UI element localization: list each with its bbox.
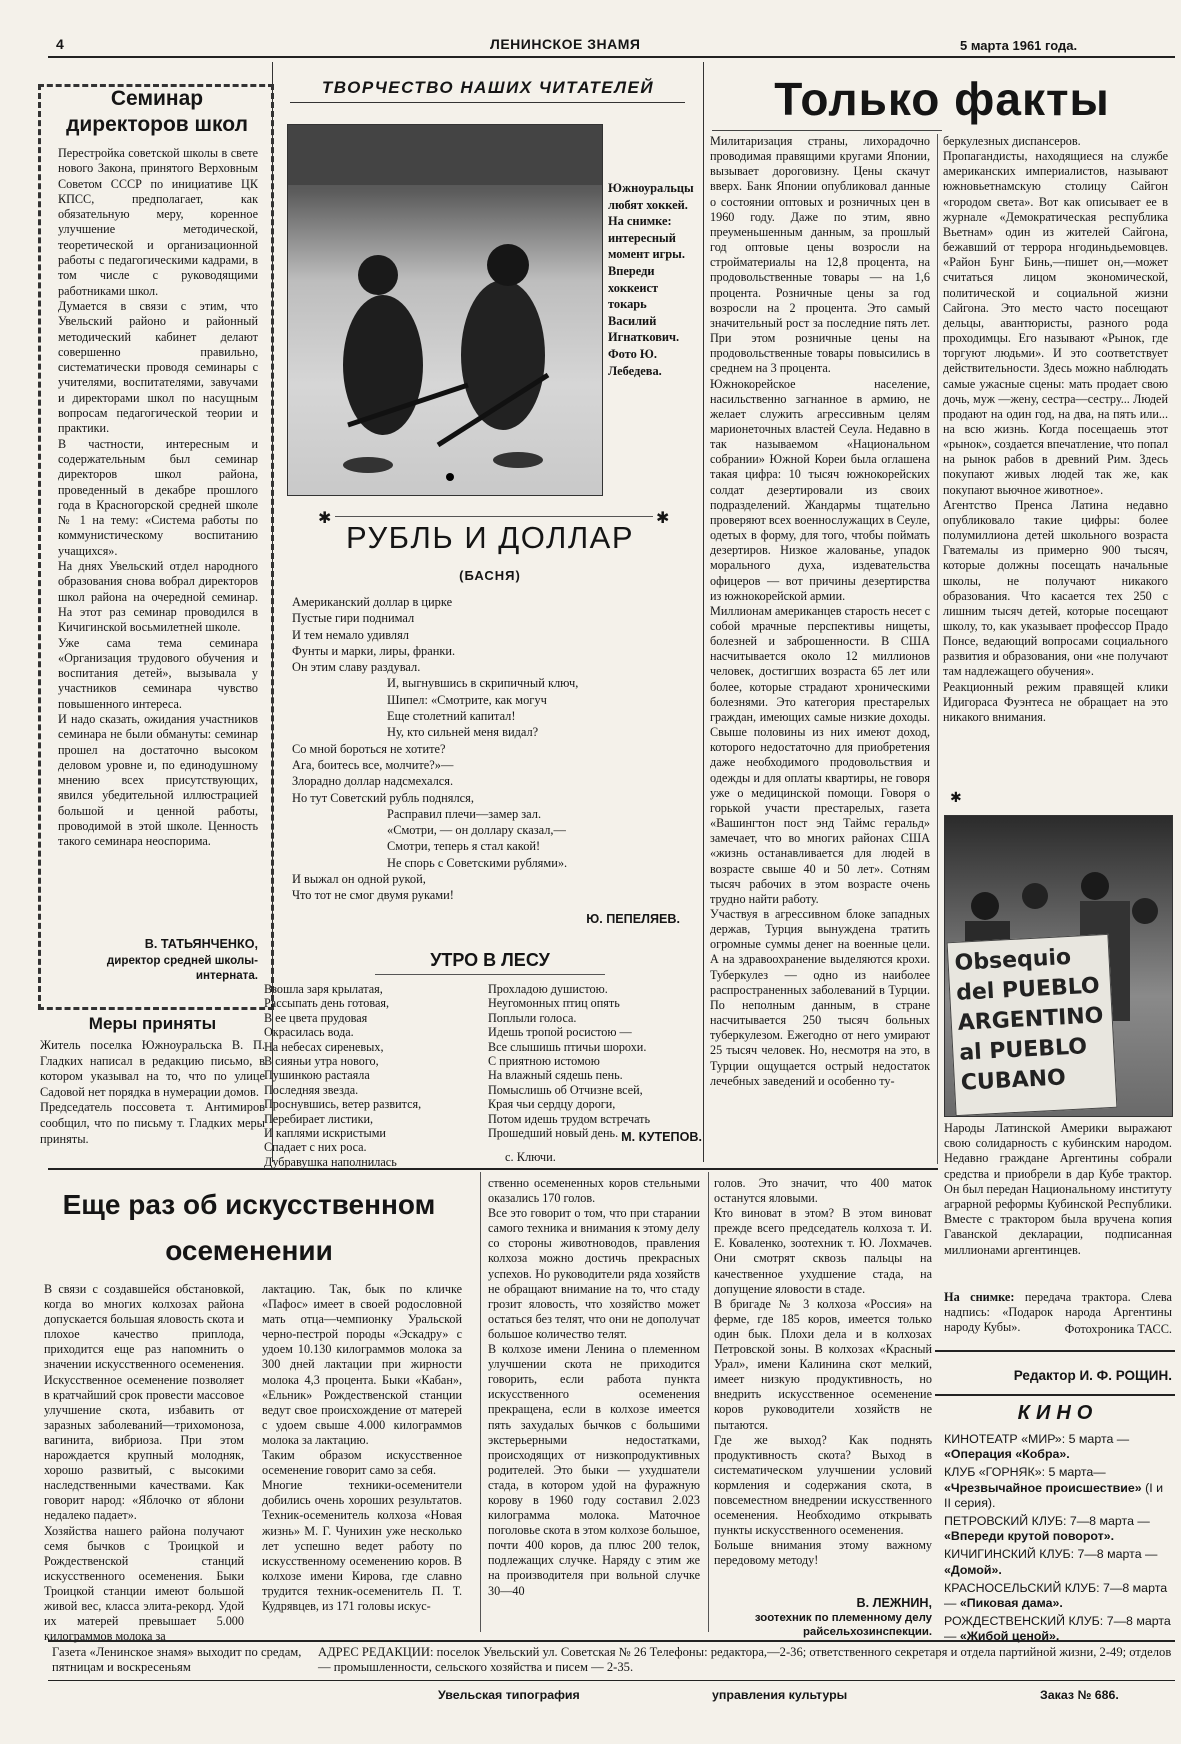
editor-label: Редактор xyxy=(1013,1368,1076,1383)
kino-list xyxy=(944,1432,1172,1648)
top-rule xyxy=(48,56,1175,58)
fable-title: РУБЛЬ И ДОЛЛАР xyxy=(345,520,635,555)
kino-note: (I и II серия). xyxy=(944,1480,1164,1510)
seminar-body: Перестройка советской школы в свете нового Закона, принятого Верховным Советом СССР по инициативе ЦК КПСС, предполагает, как обязательную меру, коренное улучшение методической, теоретической и организационной работы с педагогическими кадрами, в том числе с руководящими работниками школ. Думается в связи с этим, что Увельский районо и районный методический кабинет делают совершенно правильно, систематически проводя семинары с учителями, воспитателями, завучами и директорами школ по насущным вопросам педагогической теории и практики. В частности, интересным и содержательным был семинар директоров школ района, проведенный в декабре прошлого года в Красногорской средней школе № 1 на тему: «Система работы по коммунистическому воспитанию учащихся». На днях Увельский отдел народного образования снова вобрал директоров школ района на очередной семинар. На этот раз семинар проводился в Кичигинской восьмилетней школе. Уже сама тема семинара «Организация трудового обучения и воспитания детей», вызывала у участников семинара чувство повышенного интереса. И надо сказать, ожидания участников семинара не были обмануты: семинар прошел на достаточно высоком деловом уровне и, по единодушному мнению всех присутствующих, явился убедительной иллюстрацией большой и ценной работы, проводимой в этой школе. Ценность такого семинара неоспорима. xyxy=(58,146,258,849)
measures-title: Меры приняты xyxy=(88,1014,217,1033)
fable-line: Шипел: «Смотрите, как могуч xyxy=(387,692,547,707)
fable-line: И, выгнувшись в скрипичный ключ, xyxy=(387,676,579,691)
measures-body: Житель поселка Южноуральска В. П. Гладких написал в редакцию письмо, в котором указывал на то, что по улице Садовой нет порядка в нумерации домов. Председатель поссовета т. Антимиров сообщил, что по письму т. Гладких меры приняты. xyxy=(40,1038,265,1146)
fable-line: Со мной бороться не хотите? xyxy=(292,741,446,756)
editor-rule-top xyxy=(935,1350,1175,1352)
fable-line: Пустые гири поднимал xyxy=(292,611,415,626)
column-divider-3 xyxy=(937,134,938,1164)
fable-line: «Смотри, — он доллару сказал,— xyxy=(387,823,566,838)
seminar-title: Семинар директоров школ xyxy=(66,87,248,136)
banner-text: Obsequio xyxy=(954,944,1072,976)
editor-rule-bottom xyxy=(935,1394,1175,1396)
insemination-title: Еще раз об искусственном осеменении xyxy=(62,1189,436,1266)
fable-subtitle: (БАСНЯ) xyxy=(459,568,521,583)
insemination-col-2: лактацию. Так, бык по кличке «Пафос» имеет в своей родословной мать отца—чемпионку Уральской черно-пестрой породы «Эскадру» с удоем 10.130 килограммов молока за 300 дней лактации при жирности молока 4,3 процента. Быки «Кабан», «Ельник» Рождественской станции ведут свое происхождение от матерей с удоем свыше 4.000 килограммов молока за лактацию. Таким образом искусственное осеменение говорит само за себя. Многие техники-осеменители добились очень хороших результатов. Техник-осеменитель колхоза «Новая жизнь» М. Г. Чунихин уже несколько лет успешно ведет работу по искусственному осеменению коров. В колхозе имени Кирова, где славно трудится техник-осеменитель П. Т. Кудрявцев, из 171 головы искус- xyxy=(262,1282,462,1613)
kino-item xyxy=(944,1547,1172,1577)
kino-place: КЛУБ «ГОРНЯК»: xyxy=(944,1465,1049,1480)
kino-date: 5 марта— xyxy=(1048,1465,1106,1480)
morning-col-1: Взошла заря крылатая, Рассыпать день готовая, В ее цвета прудовая Окрасилась вода. На небесах сиреневых, В сияньи утра нового, Пушинкою растаяла Последняя звезда. Проснувшись, ветер развится, Перебирает листики, И каплями искристыми Спадает с них роса. Дубравушка наполнилась xyxy=(264,982,422,1169)
seminar-author-role: директор средней школы-интерната. xyxy=(106,954,258,982)
insemination-col-1: В связи с создавшейся обстановкой, когда во многих колхозах района допускается большая яловость скота и плохое качество приплода, приходится еще раз напомнить о значении искусственного осеменения. Искусственное осеменение позволяет в кратчайший срок провести массовое улучшение скота, избавить от заразных заболеваний—трихомоноза, вагинита, вибриоза. При этом нарождается крупный молодняк, хорошо развитый, с высокими наследственными качествами. Как говорит народ: «Яблочко от яблони недалеко падает». Хозяйства нашего района получают семя бычков с Троицкой и Рождественской станций искусственного осеменения. Быки Троицкой станции имеют большой живой вес, класса элита-рекорд. Удой их матерей превышает 5.000 килограммов молока за xyxy=(44,1282,244,1644)
fable-rule xyxy=(335,516,653,517)
morning-col-2: Прохладою душистою. Неугомонных птиц опять Поплыли голоса. Идешь тропой росистою — Все слышишь птичьи шорохи. С приятною истомою На влажный сядешь пень. Помыслишь об Отчизне всей, Края чьи сердцу дороги, Потом идешь трудом встречать Прошедший новый день. xyxy=(488,982,651,1141)
banner-text: ARGENTINO xyxy=(957,1003,1105,1036)
kino-film: «Жибой ценой». xyxy=(959,1629,1060,1644)
banner-sign xyxy=(947,934,1118,1116)
insemination-col-4: голов. Это значит, что 400 маток останутся яловыми. Кто виноват в этом? В этом виноват прежде всего председатель колхоза т. И. Е. Коваленко, зоотехник т. Ю. Лохмачев. Они смотрят сквозь пальцы на качественное ухудшение стада, на допущение яловости в стаде. В бригаде № 3 колхоза «Россия» на ферме, где 185 коров, имеется только один бык. Плохи дела и в колхозах Петровской зоны. В колхозах «Красный Урал», имени Калинина скот мелкий, имеет низкую продуктивность, но внедрить искусственное осеменение коров руководители хозяйств не пытаются. Где же выход? Как поднять продуктивность скота? Выход в систематическом улучшении условий кормления и содержания скота, в повсеместном внедрении искусственного осеменения. Необходимо открывать пункты искусственного осеменения. Больше внимания этому важному передовому методу! xyxy=(714,1176,932,1568)
newspaper-name: ЛЕНИНСКОЕ ЗНАМЯ xyxy=(490,36,641,52)
readers-rubric: ТВОРЧЕСТВО НАШИХ ЧИТАТЕЛЕЙ xyxy=(321,78,655,97)
hockey-photo xyxy=(287,124,603,496)
column-divider-4 xyxy=(480,1172,481,1632)
footer-print: Увельская типография xyxy=(438,1688,580,1702)
banner-text: al PUEBLO xyxy=(958,1034,1088,1066)
fable-line: Ага, боитесь все, молчите?»— xyxy=(292,757,454,772)
editor-line xyxy=(944,1368,1172,1383)
seminar-author: В. ТАТЬЯНЧЕНКО, xyxy=(144,937,258,951)
fable-line: Еще столетний капитал! xyxy=(387,709,516,724)
star-facts: ✱ xyxy=(950,791,962,806)
cuba-photo xyxy=(944,815,1173,1117)
morning-rule xyxy=(375,974,605,975)
fable-author: Ю. ПЕПЕЛЯЕВ. xyxy=(586,912,680,926)
kino-date: 7—8 марта — xyxy=(944,1580,1168,1611)
kino-title: КИНО xyxy=(1017,1402,1099,1424)
facts-title: Только факты xyxy=(774,73,1110,125)
bottom-section-rule xyxy=(48,1168,938,1170)
morning-place: с. Ключи. xyxy=(505,1150,556,1164)
kino-item xyxy=(944,1432,1172,1462)
kino-film: «Пиковая дама». xyxy=(959,1596,1063,1611)
snimok-text: передача трактора. Слева надпись: «Подарок народа Аргентины народу Кубы». xyxy=(944,1290,1173,1335)
fable-line: Злорадно доллар надсмехался. xyxy=(292,774,454,789)
fable-line: Фунты и марки, лиры, франки. xyxy=(292,643,456,658)
snimok-label: На снимке: xyxy=(944,1290,1015,1304)
editor-name: И. Ф. РОЩИН. xyxy=(1079,1368,1172,1383)
kino-place: КИНОТЕАТР «МИР»: xyxy=(944,1432,1069,1446)
kino-date: 7—8 марта — xyxy=(944,1614,1171,1644)
column-divider-5 xyxy=(708,1172,709,1632)
footer-rule-top xyxy=(48,1640,1175,1642)
fable-poem xyxy=(292,594,692,904)
kino-date: 7—8 марта — xyxy=(1069,1514,1150,1529)
fable-line: Американский доллар в цирке xyxy=(292,595,453,609)
kino-film: «Чрезвычайное происшествие» xyxy=(944,1480,1142,1495)
footer-schedule: Газета «Ленинское знамя» выходит по средам, пятницам и воскресеньям xyxy=(52,1645,302,1674)
fable-line: Не спорь с Советскими рублями». xyxy=(387,855,568,870)
fable-line: Но тут Советский рубль поднялся, xyxy=(292,790,474,805)
kino-item xyxy=(944,1514,1172,1544)
star-right: ✱ xyxy=(656,510,670,527)
fable-line: И выжал он одной рукой, xyxy=(292,872,426,887)
kino-film: «Операция «Кобра». xyxy=(944,1447,1070,1462)
insemination-col-3: ственно осемененных коров стельными оказались 170 голов. Все это говорит о том, что при старании самого техника и внимания к этому делу со стороны животноводов, правления колхоза можно достичь прекрасных успехов. Но руководители ряда хозяйств не обращают внимание на то, что стаду грозит яловость, что хозяйство может остаться без телят, что они не дополучат большое количество телят. В колхозе имени Ленина о племенном улучшении скота не приходится говорить, если работа пункта искусственного осеменения прекращена, если в колхозе имеется пять захудалых бычков с большими экстерьерными недостатками, происходящих от низкопродуктивных родителей. Это быки — ухудшатели стада, в котором удой на фуражную корову в 1960 году составил 2.023 килограмма молока. Маточное поголовье скота в этом колхозе большое, почти 400 коров, да плюс 200 телок, подлежащих случке. Наряду с этим же на производителя при вольной случке 30—40 xyxy=(488,1176,700,1598)
readers-rule xyxy=(290,102,685,103)
kino-place: КИЧИГИНСКИЙ КЛУБ: xyxy=(944,1547,1078,1562)
insemination-author: В. ЛЕЖНИН, xyxy=(856,1596,932,1610)
page-number: 4 xyxy=(56,36,64,52)
kino-film: «Домой». xyxy=(944,1562,1002,1577)
insemination-author-role: зоотехник по племенному делу райсельхозинспекции. xyxy=(754,1612,932,1638)
kino-item xyxy=(944,1581,1172,1611)
star-left: ✱ xyxy=(318,510,332,527)
banner-text: CUBANO xyxy=(960,1065,1067,1096)
kino-date: 7—8 марта — xyxy=(1077,1547,1158,1562)
hockey-scene xyxy=(288,125,602,495)
morning-title: УТРО В ЛЕСУ xyxy=(430,950,550,970)
kino-date: 5 марта — xyxy=(1068,1432,1130,1446)
fable-line: Ну, кто сильней меня видал? xyxy=(387,725,539,740)
kino-item xyxy=(944,1465,1172,1511)
issue-date: 5 марта 1961 года. xyxy=(960,38,1078,53)
facts-rule xyxy=(712,130,942,131)
hockey-caption: Южноуральцы любят хоккей. На снимке: интересный момент игры. Впереди хоккеист токарь Василий Игнаткович. Фото Ю. Лебедева. xyxy=(608,181,694,378)
kino-place: ПЕТРОВСКИЙ КЛУБ: xyxy=(944,1514,1070,1529)
facts-col-1: Милитаризация страны, лихорадочно проводимая правящими кругами Японии, вызывает дороговизну. Цены скачут вверх. Банк Японии опубликовал данные о состоянии оптовых и розничных цен в 1960 году. Даже по этим, явно преуменьшенным данным, за прошлый год оптовые цены возросли на стройматериалы на 12,8 процента, на продовольственные товары — на 1,6 процента. Розничные цены за год возросли на 2 процента. Это самый значительный рост за последние пять лет. При этом розничные цены на продовольственные товары повысились в среднем на 3 процента. Южнокорейское население, насильственно загнанное в армию, не желает служить агрессивным целям марионеточных властей Сеула. Недавно в так называемом «Национальном собрании» Южной Кореи была оглашена такая цифра: 10 тысяч южнокорейских солдат дезертировали из своих подразделений. Жандармы тщательно проверяют всех военнослужащих в Сеуле, одетых в форму, для того, чтобы поймать дезертиров. Низкое жалованье, упадок морального духа, издевательства офицеров — вот причины дезертирства из южнокорейской армии. Миллионам американцев старость несет с собой мрачные перспективы нищеты, болезней и заброшенности. В США насчитывается около 12 миллионов человек, достигших возраста 65 лет или более, которые страдают хроническими болезнями. Это категория престарелых граждан, имеющих самые низкие доходы. Свыше половины из них имеют доход, которого недостаточно для приобретения даже необходимого продовольствия и одежды и для оплаты квартиры, не говоря уже о медицинской помощи. Говоря о горькой участи престарелых, газета «Вашингтон пост энд Таймс геральд» замечает, что во многих районах США «жизнь останавливается для людей в возрасте свыше 40 и 50 лет». Сотням тысяч рабочих в этом возрасте очень трудно найти работу. Участвуя в агрессивном блоке западных держав, Турция вынуждена тратить огромные суммы денег на военные цели. А на здравоохранение выделяются крохи. Туберкулез — одно из наиболее распространенных заболеваний в Турции. По неполным данным, в стране насчитывается 250 тысяч больных туберкулезом. Ежегодно от него умирают 25 тысяч человек. Но, несмотря на это, в Турции ощущается острый недостаток лечебных заведений и особенно ту- xyxy=(710,134,930,1088)
column-divider-2 xyxy=(703,62,704,1162)
footer-order: Заказ № 686. xyxy=(1040,1688,1119,1702)
fable-line: Он этим славу раздувал. xyxy=(292,660,421,675)
fable-line: Расправил плечи—замер зал. xyxy=(387,806,542,821)
kino-place: КРАСНОСЕЛЬСКИЙ КЛУБ: xyxy=(944,1580,1104,1595)
cuba-caption: Народы Латинской Америки выражают свою солидарность с кубинским народом. Недавно граждане Аргентины собрали средства и приобрели в дар Кубе трактор. Он был передан Национальному институту аграрной реформы Кубинской Республики. Вместе с трактором была вручена копия Гаванской декларации, подписанная миллионами аргентинцев. xyxy=(944,1121,1172,1257)
footer-address: АДРЕС РЕДАКЦИИ: поселок Увельский ул. Советская № 26 Телефоны: редактора,—2-36; ответственного секретаря и отдела партийной жизни, 2-49; отделов — промышленности, сельского хозяйства и писем — 2-35. xyxy=(318,1645,1172,1674)
banner-text: del PUEBLO xyxy=(955,973,1101,1006)
footer-dept: управления культуры xyxy=(712,1688,848,1702)
kino-place: РОЖДЕСТВЕНСКИЙ КЛУБ: xyxy=(944,1614,1107,1629)
footer-rule-bottom xyxy=(48,1680,1175,1681)
cuba-credit: Фотохроника ТАСС. xyxy=(1064,1322,1172,1336)
facts-col-2: беркулезных диспансеров. Пропагандисты, находящиеся на службе американских империалистов, называют южновьетнамскую столицу Сайгон «городом света». Вот как описывает ее в журнале «Демократическая республика Вьетнам» один из жителей Сайгона, бежавший от террора нгодиньдьемовцев. «Район Бунг Бинь,—пишет он,—может считаться лицом экономической, политической и социальной жизни Сайгона. Это место часто посещают дельцы, авантюристы, разного рода проходимцы. Его называют «Рынок, где торгуют людьми». И это соответствует действительности. Здесь можно наблюдать самые ужасные сцены: мать продает свою дочь, муж —жену, сестра—сестру... Людей продают на один год, на два, на пять или... на всю жизнь. Когда посещаешь этот «рынок», создается впечатление, что попал на рынок рабов в древний Рим. Здесь покупают живых людей так же, как покупают вьючное животное». Агентство Пренса Латина недавно опубликовало такие цифры: более полумиллиона детей школьного возраста Гватемалы из примерно 900 тысяч, которые должны посещать начальные школы, не получают никакого образования. Что касается тех 250 с лишним тысяч детей, которые посещают школу, то, как указывает профессор Прадо Понсе, ведающий вопросами социального развития и образования, они «не получают там надлежащего обучения». Реакционный режим правящей клики Идигораса Фуэнтеса не обращает на это никакого внимания. xyxy=(943,134,1168,724)
kino-film: «Впереди крутой поворот». xyxy=(944,1529,1115,1544)
fable-line: И тем немало удивлял xyxy=(292,627,409,642)
morning-author: М. КУТЕПОВ. xyxy=(621,1130,702,1144)
fable-line: Что тот не смог двумя руками! xyxy=(292,888,454,903)
fable-line: Смотри, теперь я стал какой! xyxy=(387,839,541,854)
